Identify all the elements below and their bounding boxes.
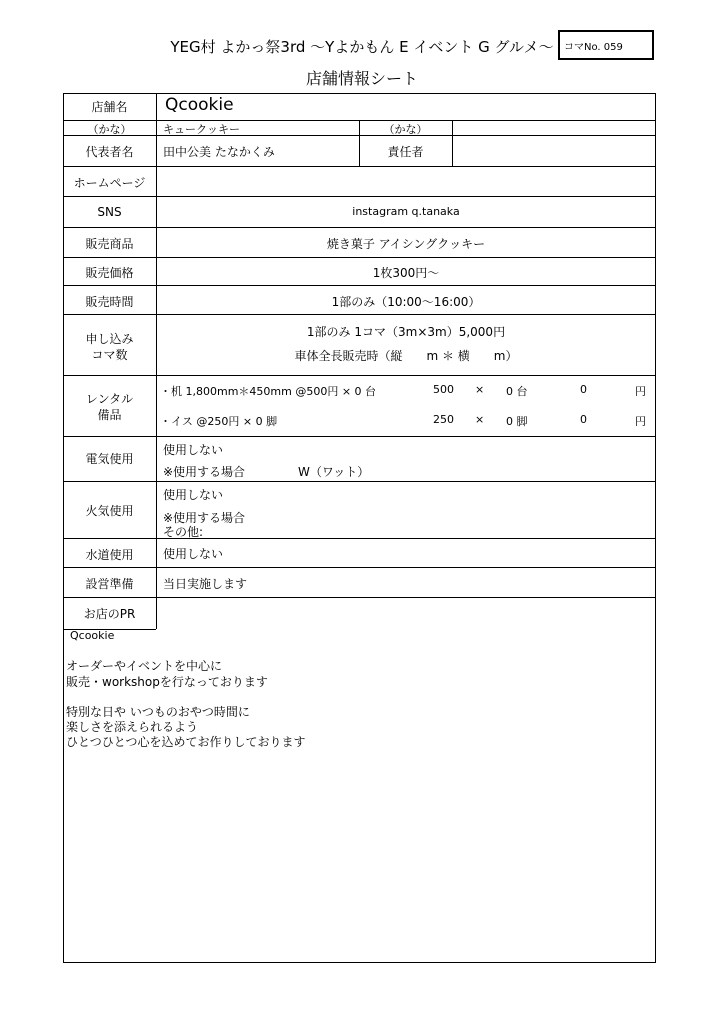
row-line — [63, 538, 656, 539]
rental-label-1: レンタル — [85, 392, 134, 406]
rental-chair-qty: 0 脚 — [506, 415, 528, 428]
representative-label: 代表者名 — [85, 145, 134, 159]
products-label: 販売商品 — [85, 237, 134, 251]
fire-line-3: その他: — [163, 525, 204, 539]
koma-number-box: コマNo. 059 — [558, 30, 654, 60]
application-label-2: コマ数 — [91, 348, 128, 362]
rental-chair-unit: 250 — [433, 413, 454, 426]
kana-value: キュークッキー — [163, 123, 240, 136]
row-line — [63, 227, 656, 228]
responsible-label: 責任者 — [387, 145, 424, 159]
fire-line-2: ※使用する場合 — [163, 511, 246, 525]
rental-desk-yen: 円 — [635, 385, 646, 398]
rental-desk-qty: 0 台 — [506, 385, 528, 398]
representative-value: 田中公美 たなかくみ — [163, 145, 275, 159]
price-label: 販売価格 — [85, 266, 134, 280]
fire-label: 火気使用 — [85, 504, 134, 518]
row-line — [63, 597, 656, 598]
rental-chair-total: 0 — [580, 413, 587, 426]
application-line-2: 車体全長販売時（縦 m ＊ 横 m） — [294, 349, 518, 363]
form-table — [63, 93, 656, 963]
setup-value: 当日実施します — [163, 577, 248, 591]
kana-label-2: （かな） — [383, 123, 428, 136]
kana-label: （かな） — [87, 123, 132, 136]
rental-chair-times: × — [475, 413, 485, 426]
sheet-title: 店舗情報シート — [305, 69, 418, 88]
water-label: 水道使用 — [85, 548, 134, 562]
electric-label: 電気使用 — [85, 452, 134, 466]
kana-divider-2 — [452, 120, 453, 166]
row-line — [63, 314, 656, 315]
products-value: 焼き菓子 アイシングクッキー — [326, 237, 486, 251]
application-label-1: 申し込み — [85, 332, 134, 346]
homepage-label: ホームページ — [73, 176, 146, 190]
row-line — [63, 481, 656, 482]
rental-desk-total: 0 — [580, 383, 587, 396]
rental-chair-desc: ・イス @250円 × 0 脚 — [160, 415, 278, 428]
row-line — [63, 285, 656, 286]
rental-desk-unit: 500 — [433, 383, 454, 396]
water-value: 使用しない — [163, 547, 224, 561]
row-line — [63, 567, 656, 568]
rental-label-2: 備品 — [97, 408, 122, 422]
row-line — [63, 436, 656, 437]
pr-text-line: オーダーやイベントを中心に — [66, 659, 223, 673]
row-line — [63, 196, 656, 197]
electric-line-2: ※使用する場合 — [163, 465, 246, 479]
hours-label: 販売時間 — [85, 295, 134, 309]
pr-text-line: Qcookie — [70, 629, 115, 642]
row-line — [63, 375, 656, 376]
rental-desk-times: × — [475, 383, 485, 396]
shop-name-label: 店舗名 — [91, 100, 128, 114]
fire-line-1: 使用しない — [163, 488, 224, 502]
electric-line-1: 使用しない — [163, 443, 224, 457]
pr-label: お店のPR — [83, 607, 136, 621]
row-line — [63, 257, 656, 258]
pr-text-line: 販売・workshopを行なっております — [66, 675, 268, 689]
rental-desk-desc: ・机 1,800mm＊450mm @500円 × 0 台 — [160, 385, 377, 398]
sns-value: instagram q.tanaka — [352, 205, 460, 218]
pr-text-line: 特別な日や いつものおやつ時間に — [66, 705, 250, 719]
pr-text-line: ひとつひとつ心を込めてお作りしております — [66, 735, 306, 749]
application-line-1: 1部のみ 1コマ（3m×3m）5,000円 — [306, 325, 506, 339]
sns-label: SNS — [97, 205, 122, 219]
rental-chair-yen: 円 — [635, 415, 646, 428]
setup-label: 設営準備 — [85, 577, 134, 591]
price-value: 1枚300円〜 — [372, 266, 440, 280]
shop-name-value: Qcookie — [165, 95, 234, 115]
pr-text-line: 楽しさを添えられるよう — [66, 720, 199, 734]
electric-watt: W（ワット） — [298, 465, 370, 479]
row-line — [63, 166, 656, 167]
hours-value: 1部のみ（10:00〜16:00） — [331, 295, 481, 309]
event-title: YEG村 よかっ祭3rd 〜Yよかもん E イベント G グルメ〜 — [170, 38, 554, 56]
